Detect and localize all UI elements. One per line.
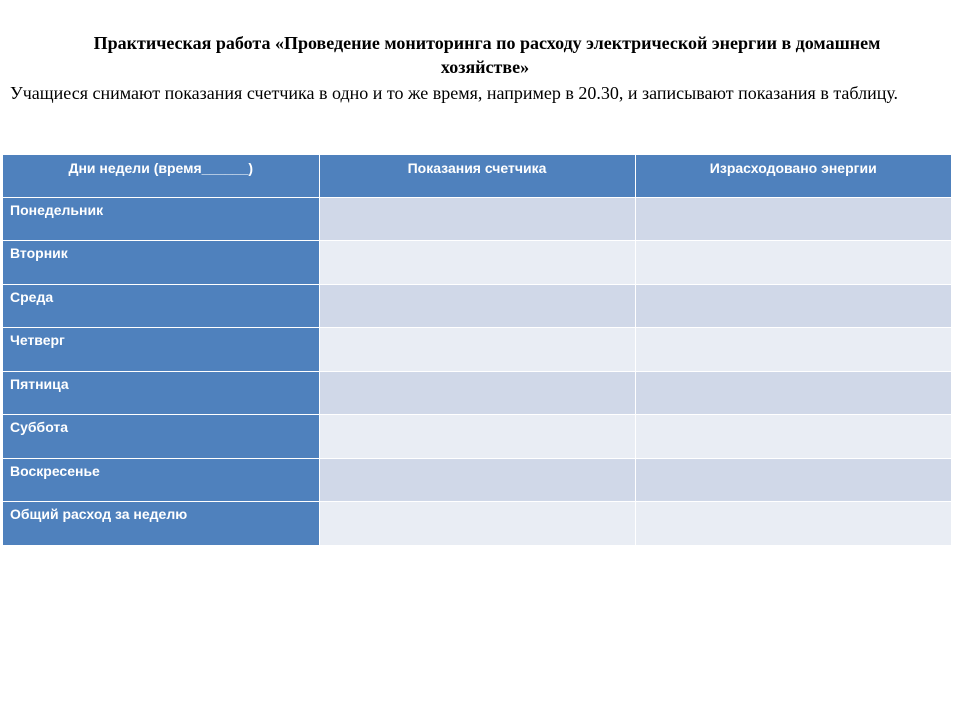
table-body — [3, 197, 951, 545]
consumed-cell[interactable] — [635, 502, 951, 546]
consumed-cell[interactable] — [635, 371, 951, 415]
table-header-row — [3, 155, 951, 197]
row-label: Четверг — [3, 328, 319, 372]
row-label: Суббота — [3, 415, 319, 459]
table-row-thursday — [3, 328, 951, 372]
consumed-cell[interactable] — [635, 415, 951, 459]
page-title — [0, 31, 960, 79]
row-label: Общий расход за неделю — [3, 502, 319, 546]
table-header — [3, 155, 951, 197]
row-label: Понедельник — [3, 197, 319, 241]
reading-cell[interactable] — [319, 284, 635, 328]
meter-readings-table — [3, 155, 951, 545]
header-energy-consumed: Израсходовано энергии — [635, 155, 951, 197]
consumed-cell[interactable] — [635, 328, 951, 372]
page-title-line-2: хозяйстве» — [440, 57, 530, 77]
row-label: Среда — [3, 284, 319, 328]
table-row-sunday — [3, 458, 951, 502]
reading-cell[interactable] — [319, 502, 635, 546]
reading-cell[interactable] — [319, 458, 635, 502]
consumed-cell[interactable] — [635, 241, 951, 285]
row-label: Вторник — [3, 241, 319, 285]
reading-cell[interactable] — [319, 241, 635, 285]
reading-cell[interactable] — [319, 197, 635, 241]
table-row-weekly-total — [3, 502, 951, 546]
reading-cell[interactable] — [319, 371, 635, 415]
consumed-cell[interactable] — [635, 284, 951, 328]
instructions-text: Учащиеся снимают показания счетчика в одно и то же время, например в 20.30, и записывают показания в таблицу. — [10, 83, 899, 103]
page-title-line-1: Практическая работа «Проведение мониторинга по расходу электрической энергии в домашнем — [93, 33, 881, 53]
table-row-wednesday — [3, 284, 951, 328]
table-row-friday — [3, 371, 951, 415]
reading-cell[interactable] — [319, 328, 635, 372]
reading-cell[interactable] — [319, 415, 635, 459]
consumed-cell[interactable] — [635, 197, 951, 241]
row-label: Воскресенье — [3, 458, 319, 502]
row-label: Пятница — [3, 371, 319, 415]
table-row-monday — [3, 197, 951, 241]
table-row-tuesday — [3, 241, 951, 285]
header-days-of-week: Дни недели (время______) — [3, 155, 319, 197]
table-row-saturday — [3, 415, 951, 459]
header-meter-readings: Показания счетчика — [319, 155, 635, 197]
consumed-cell[interactable] — [635, 458, 951, 502]
